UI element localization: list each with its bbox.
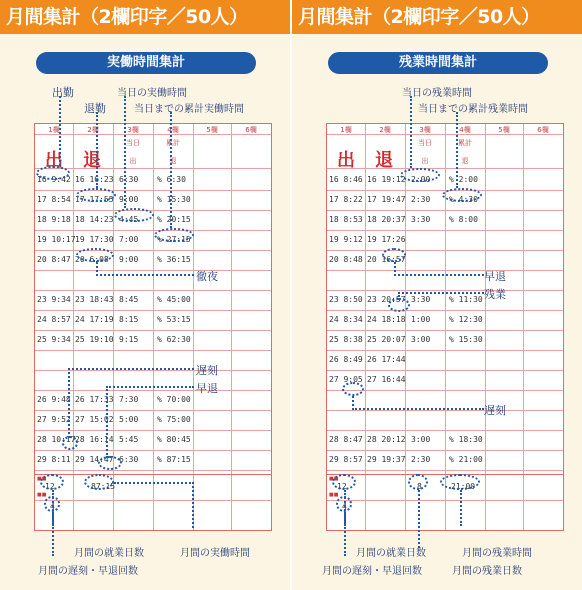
row-cell: % 27:15	[157, 235, 191, 244]
row-cell: 16 19:12	[367, 175, 406, 184]
row-divider	[327, 250, 563, 251]
circle-days	[332, 474, 356, 490]
row-divider	[327, 310, 563, 311]
row-cell: % 2:00	[449, 175, 478, 184]
row-cell: % 36:15	[157, 255, 191, 264]
col-3-header: 3欄	[127, 126, 139, 134]
row-divider	[327, 370, 563, 371]
label-month-work: 月間の実働時間	[180, 548, 250, 559]
row-cell: 27 15:02	[75, 415, 114, 424]
row-cell: 28 20:12	[367, 435, 406, 444]
row-cell: 4:45	[119, 215, 139, 224]
row-cell: 6:30	[119, 455, 139, 464]
clock-in-header: 出	[45, 150, 63, 171]
row-cell: % 70:00	[157, 395, 191, 404]
row-cell: 28 16:14	[75, 435, 114, 444]
row-divider	[327, 210, 563, 211]
section-title: 残業時間集計	[328, 52, 548, 74]
divider	[327, 500, 563, 501]
row-cell: 3:30	[411, 215, 431, 224]
section-title: 実働時間集計	[36, 52, 256, 74]
row-cell: 27 9:05	[329, 375, 363, 384]
divider	[35, 168, 271, 169]
circle-late	[342, 382, 364, 396]
row-cell: 24 17:19	[75, 315, 114, 324]
row-cell: 26 9:48	[37, 395, 71, 404]
row-cell: 20 16:57	[367, 255, 406, 264]
summary-count: 4	[342, 502, 347, 511]
row-cell: 26 17:33	[75, 395, 114, 404]
row-divider	[327, 330, 563, 331]
circle-clock-out	[76, 188, 116, 202]
row-cell: 17 8:22	[329, 195, 363, 204]
label-cumulative-overtime: 当日までの累計残業時間	[418, 104, 528, 115]
panel-working-hours	[0, 0, 290, 590]
row-cell: 9:00	[119, 255, 139, 264]
row-cell: % 21:00	[449, 455, 483, 464]
label-late-early-count: 月間の遅刻・早退回数	[38, 566, 138, 577]
leader	[114, 482, 194, 528]
leader	[460, 490, 462, 526]
row-cell: 3:30	[411, 295, 431, 304]
row-cell: 18 20:37	[367, 215, 406, 224]
summary-divider	[35, 474, 271, 475]
row-cell: % 87:15	[157, 455, 191, 464]
circle-total	[84, 474, 114, 490]
circle-early	[98, 456, 122, 470]
row-cell: 20 8:48	[329, 255, 363, 264]
circle-overtime	[388, 298, 410, 312]
col-2-header: 2欄	[87, 126, 99, 134]
row-cell: % 53:15	[157, 315, 191, 324]
row-cell: 19 9:12	[329, 235, 363, 244]
row-cell: 26 17:44	[367, 355, 406, 364]
col-5-header: 5欄	[498, 126, 510, 134]
row-cell: 29 8:11	[37, 455, 71, 464]
row-divider	[327, 410, 563, 411]
row-cell: 5:45	[119, 435, 139, 444]
row-cell: 18 9:18	[37, 215, 71, 224]
summary-count: 4	[50, 502, 55, 511]
row-cell: 27 16:44	[367, 375, 406, 384]
col-3-bottom: 出	[421, 157, 429, 165]
row-cell: 17 17:55	[75, 195, 114, 204]
label-early: 早退	[196, 382, 218, 395]
row-cell: 19 17:30	[75, 235, 114, 244]
row-cell: 25 19:10	[75, 335, 114, 344]
row-cell: % 6:30	[157, 175, 186, 184]
leader	[170, 112, 172, 228]
row-divider	[35, 330, 271, 331]
row-cell: % 62:30	[157, 335, 191, 344]
row-cell: 23 18:43	[75, 295, 114, 304]
label-overtime: 残業	[484, 288, 506, 301]
row-cell: 2:30	[411, 195, 431, 204]
label-cumulative-work: 当日までの累計実働時間	[134, 104, 244, 115]
col-6-header: 6欄	[537, 126, 549, 134]
time-card: 1欄 2欄 3欄 4欄 5欄 6欄 当日 累計 出 退 出 退 16 9:42 16 16:23 6:30 % 6:30 17 8:54 17 17:55 9:00 % 15:30 18 9:18 18 14:23 4:45 % 20:15 19 10:17 19 17:30 7:00 % 27:15 20 8:47 20 6:08 9:00 % 36:15 23 9:34 23 18:43 8:45 % 45:00 24 8:57 24 17:19 8:15 % 53:15 25 9:34 25 19:10 9:15 % 62:30 26 9:48 26 17:33 7:30 % 70:00 27 9:52 27 15:02 5:00 % 75:00 28 10:17 28 16:14 5:45 % 80:45 29 8:11 29 14:47 6:30 % 87:15 ■■ ■■ 12 87:15 4	[34, 123, 272, 531]
row-cell: 18 14:23	[75, 215, 114, 224]
row-divider	[327, 450, 563, 451]
row-cell: 29 8:57	[329, 455, 363, 464]
row-cell: % 80:45	[157, 435, 191, 444]
row-cell: 7:30	[119, 395, 139, 404]
leader	[52, 512, 54, 556]
label-daily-overtime: 当日の残業時間	[402, 88, 472, 99]
leader	[456, 112, 458, 188]
circle-cumulative	[154, 228, 194, 242]
circle-daily	[114, 208, 154, 222]
row-divider	[35, 250, 271, 251]
label-late-early-count: 月間の遅刻・早退回数	[322, 566, 422, 577]
row-cell: 3:00	[411, 435, 431, 444]
summary-total: 87:15	[91, 482, 116, 491]
leader	[106, 386, 194, 458]
label-daily-work: 当日の実働時間	[117, 88, 187, 99]
divider	[327, 134, 563, 135]
row-divider	[327, 470, 563, 471]
col-5-header: 5欄	[206, 126, 218, 134]
row-divider	[327, 230, 563, 231]
row-divider	[35, 230, 271, 231]
row-cell: 24 18:18	[367, 315, 406, 324]
row-cell: 29 14:47	[75, 455, 114, 464]
circle-clock-in	[36, 166, 70, 180]
col-4-bottom: 退	[461, 157, 469, 165]
row-cell: % 15:30	[157, 195, 191, 204]
leader	[96, 262, 194, 276]
row-cell: 26 8:49	[329, 355, 363, 364]
row-cell: % 75:00	[157, 415, 191, 424]
row-divider	[35, 310, 271, 311]
circle-cumulative	[442, 188, 482, 202]
leader	[124, 96, 126, 208]
time-card: 1欄 2欄 3欄 4欄 5欄 6欄 当日 累計 出 退 出 退 16 8:46 16 19:12 2:00 % 2:00 17 8:22 17 19:47 2:30 % 4:30 18 8:53 18 20:37 3:30 % 8:00 19 9:12 19 17:26 20 8:48 20 16:57 23 8:50 23 20:57 3:30 % 11:30 24 8:34 24 18:18 1:00 % 12:30 25 8:38 25 20:07 3:00 % 15:30 26 8:49 26 17:44 27 9:05 27 16:44 28 8:47 28 20:12 3:00 % 18:30 29 8:57 29 19:37 2:30 % 21:00 ■■ ■■ 12 8 21:00 4	[326, 123, 564, 531]
label-work-days: 月間の就業日数	[356, 548, 426, 559]
col-6-header: 6欄	[245, 126, 257, 134]
col-3-top: 当日	[418, 139, 432, 147]
label-early: 早退	[484, 270, 506, 283]
col-3-top: 当日	[126, 139, 140, 147]
col-3-bottom: 出	[129, 157, 137, 165]
col-1-header: 1欄	[48, 126, 60, 134]
row-cell: 23 8:50	[329, 295, 363, 304]
label-overtime-days: 月間の残業日数	[452, 566, 522, 577]
panel-header: 月間集計（2欄印字／50人）	[0, 0, 290, 34]
label-late: 遅刻	[484, 404, 506, 417]
row-cell: 7:00	[119, 235, 139, 244]
col-4-top: 累計	[458, 139, 472, 147]
row-cell: 18 8:53	[329, 215, 363, 224]
summary-divider	[327, 474, 563, 475]
row-cell: % 4:30	[449, 195, 478, 204]
col-4-bottom: 退	[169, 157, 177, 165]
leader	[352, 396, 484, 410]
row-divider	[35, 350, 271, 351]
row-divider	[327, 430, 563, 431]
col-3-header: 3欄	[419, 126, 431, 134]
row-cell: 16 9:42	[37, 175, 71, 184]
row-divider	[35, 190, 271, 191]
row-cell: 29 19:37	[367, 455, 406, 464]
row-cell: 24 8:57	[37, 315, 71, 324]
row-cell: 16 8:46	[329, 175, 363, 184]
clock-out-header: 退	[83, 150, 101, 171]
row-cell: 24 8:34	[329, 315, 363, 324]
row-divider	[35, 210, 271, 211]
summary-overtime-days: 8	[417, 482, 422, 491]
row-cell: % 12:30	[449, 315, 483, 324]
row-cell: 8:45	[119, 295, 139, 304]
row-cell: 25 9:34	[37, 335, 71, 344]
col-4-header: 4欄	[459, 126, 471, 134]
row-cell: 17 8:54	[37, 195, 71, 204]
leader	[394, 262, 484, 276]
row-cell: 8:15	[119, 315, 139, 324]
row-cell: 19 10:17	[37, 235, 76, 244]
summary-days: 12	[45, 482, 55, 491]
clock-out-header: 退	[375, 150, 393, 171]
divider	[35, 134, 271, 135]
row-cell: 17 19:47	[367, 195, 406, 204]
circle-early	[382, 248, 406, 262]
row-cell: 20 8:47	[37, 255, 71, 264]
row-cell: 2:00	[411, 175, 431, 184]
circle-daily	[400, 168, 440, 182]
circle-days	[40, 474, 64, 490]
leader	[410, 96, 412, 168]
circle-all-nighter	[76, 248, 114, 262]
row-cell: 23 20:57	[367, 295, 406, 304]
row-cell: 9:00	[119, 195, 139, 204]
row-divider	[327, 350, 563, 351]
row-cell: % 8:00	[449, 215, 478, 224]
row-divider	[35, 290, 271, 291]
circle-late	[62, 436, 78, 450]
circle-total	[440, 474, 480, 490]
col-1-header: 1欄	[340, 126, 352, 134]
label-all-nighter: 徹夜	[196, 270, 218, 283]
row-cell: 6:30	[119, 175, 139, 184]
panel-header: 月間集計（2欄印字／50人）	[292, 0, 582, 34]
label-clock-out: 退勤	[84, 102, 106, 115]
row-cell: 28 10:17	[37, 435, 76, 444]
row-cell: 2:30	[411, 455, 431, 464]
row-cell: 1:00	[411, 315, 431, 324]
leader	[398, 292, 484, 300]
panel-overtime	[292, 0, 582, 590]
row-cell: 20 6:08	[75, 255, 109, 264]
label-month-overtime: 月間の残業時間	[462, 548, 532, 559]
row-cell: % 20:15	[157, 215, 191, 224]
leader	[418, 490, 420, 548]
row-cell: 19 17:26	[367, 235, 406, 244]
row-cell: 25 8:38	[329, 335, 363, 344]
row-cell: 28 8:47	[329, 435, 363, 444]
clock-in-header: 出	[337, 150, 355, 171]
row-cell: 27 9:52	[37, 415, 71, 424]
row-cell: 5:00	[119, 415, 139, 424]
row-cell: 3:00	[411, 335, 431, 344]
row-divider	[35, 470, 271, 471]
leader	[96, 112, 98, 188]
label-clock-in: 出勤	[52, 86, 74, 99]
label-work-days: 月間の就業日数	[74, 548, 144, 559]
row-cell: % 11:30	[449, 295, 483, 304]
leader	[59, 96, 61, 166]
row-cell: % 18:30	[449, 435, 483, 444]
row-cell: 23 9:34	[37, 295, 71, 304]
row-cell: % 15:30	[449, 335, 483, 344]
summary-total: 21:00	[451, 482, 476, 491]
row-cell: 16 16:23	[75, 175, 114, 184]
col-4-header: 4欄	[167, 126, 179, 134]
col-4-top: 累計	[166, 139, 180, 147]
row-cell: 25 20:07	[367, 335, 406, 344]
row-cell: 9:15	[119, 335, 139, 344]
leader	[344, 512, 346, 556]
label-late: 遅刻	[196, 364, 218, 377]
circle-overtime-days	[408, 474, 428, 490]
col-2-header: 2欄	[379, 126, 391, 134]
row-cell: % 45:00	[157, 295, 191, 304]
divider	[327, 168, 563, 169]
row-divider	[327, 290, 563, 291]
summary-days: 12	[337, 482, 347, 491]
